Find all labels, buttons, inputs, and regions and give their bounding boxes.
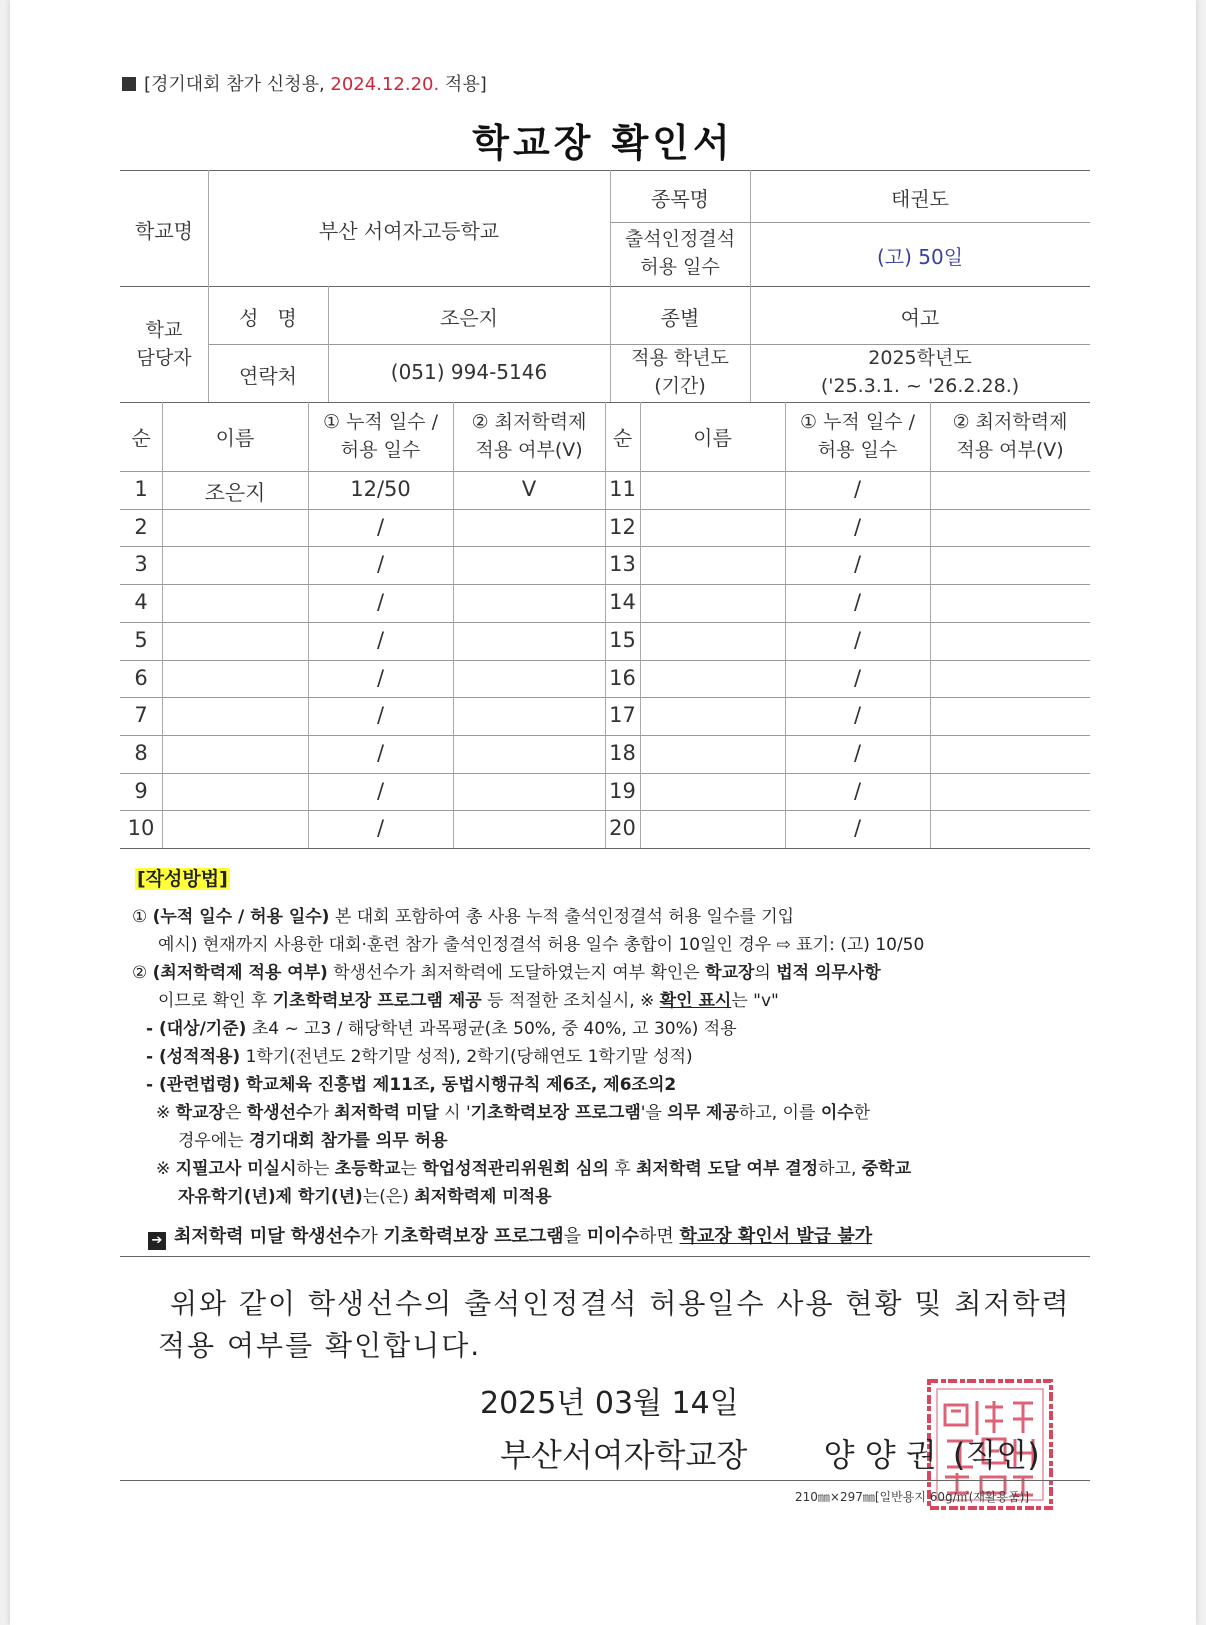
- cumulative-days: /: [853, 590, 862, 615]
- cumulative-days: /: [853, 740, 862, 765]
- divider: [120, 1256, 1090, 1257]
- cumulative-days: /: [376, 703, 385, 728]
- cumulative-days: /: [853, 816, 862, 841]
- allowed-days-label: 출석인정결석 허용 일수: [624, 228, 736, 278]
- black-square-icon: [122, 77, 136, 91]
- header-cumulative-days: ① 누적 일수 / 허용 일수: [800, 411, 915, 461]
- event-label: 종목명: [651, 187, 709, 211]
- school-principal-title: 부산서여자학교장: [500, 1436, 748, 1474]
- divider: [120, 848, 1090, 849]
- cumulative-days: /: [376, 627, 385, 652]
- confirmation-text: 위와 같이 학생선수의 출석인정결석 허용일수 사용 현황 및 최저학력: [170, 1287, 1071, 1320]
- row-number: 16: [609, 665, 636, 690]
- instruction-line: 경우에는 경기대회 참가를 의무 허용: [178, 1131, 448, 1151]
- row-number: 17: [609, 703, 636, 728]
- header-min-academic: ② 최저학력제 적용 여부(V): [471, 411, 587, 461]
- principal-name: 양 양 권: [823, 1436, 937, 1474]
- row-number: 11: [609, 477, 636, 501]
- row-number: 8: [134, 740, 148, 765]
- category-value: 여고: [900, 306, 940, 330]
- cumulative-days: /: [376, 590, 385, 615]
- boxed-arrow-icon: ➔: [148, 1232, 166, 1250]
- row-number: 7: [134, 703, 148, 728]
- instruction-line: - (성적적용) 1학기(전년도 2학기말 성적), 2학기(당해연도 1학기말 성적): [146, 1047, 693, 1067]
- school-name-value: 부산 서여자고등학교: [318, 219, 500, 243]
- row-number: 13: [609, 552, 636, 577]
- instructions-heading: [작성방법]: [137, 868, 228, 890]
- school-name-label: 학교명: [135, 219, 193, 243]
- row-number: 20: [609, 816, 636, 841]
- row-number: 18: [609, 740, 636, 765]
- confirmation-text: 적용 여부를 확인합니다.: [158, 1329, 482, 1362]
- row-divider: [120, 622, 1090, 623]
- divider: [120, 1480, 1090, 1481]
- row-divider: [120, 546, 1090, 547]
- row-number: 3: [134, 552, 148, 577]
- paper-spec-footer: 210㎜×297㎜[일반용지 60g/㎡(재활용품)]: [795, 1490, 1030, 1504]
- divider: [120, 170, 1090, 171]
- header-name: 이름: [693, 426, 732, 450]
- cumulative-days: /: [853, 514, 862, 539]
- row-number: 5: [134, 627, 148, 652]
- header-min-academic: ② 최저학력제 적용 여부(V): [952, 411, 1068, 461]
- row-divider: [120, 660, 1090, 661]
- contact-label: 연락처: [239, 364, 297, 388]
- manager-name-label: 성 명: [239, 306, 297, 330]
- applied-date: 2024.12.20.: [330, 74, 440, 95]
- cumulative-days: /: [853, 627, 862, 652]
- header-cumulative-days: ① 누적 일수 / 허용 일수: [323, 411, 438, 461]
- instruction-warning: ➔ 최저학력 미달 학생선수가 기초학력보장 프로그램을 미이수하면 학교장 확인서 발급 불가: [148, 1222, 872, 1250]
- cumulative-days: /: [376, 740, 385, 765]
- row-number: 1: [134, 477, 148, 501]
- instruction-line: ② (최저학력제 적용 여부) 학생선수가 최저학력에 도달하였는지 여부 확인은 학교장의 법적 의무사항: [132, 963, 881, 983]
- student-name: 조은지: [204, 481, 266, 505]
- row-divider: [120, 584, 1090, 585]
- allowed-days-value: (고) 50일: [876, 245, 964, 269]
- cumulative-days: /: [853, 703, 862, 728]
- divider: [162, 402, 163, 848]
- row-number: 4: [134, 590, 148, 615]
- cumulative-days: /: [376, 816, 385, 841]
- instruction-line: 자유학기(년)제 학기(년)는(은) 최저학력제 미적용: [178, 1187, 552, 1207]
- instruction-line: - (대상/기준) 초4 ~ 고3 / 해당학년 과목평균(초 50%, 중 40%, 고 30%) 적용: [146, 1019, 737, 1039]
- event-value: 태권도: [891, 187, 949, 211]
- row-divider: [120, 735, 1090, 736]
- cumulative-days: /: [853, 552, 862, 577]
- cumulative-days: /: [376, 552, 385, 577]
- divider: [640, 402, 641, 848]
- cumulative-days: /: [853, 665, 862, 690]
- cumulative-days: /: [376, 778, 385, 803]
- row-number: 9: [134, 778, 148, 803]
- header-no: 순: [131, 426, 151, 450]
- row-number: 14: [609, 590, 636, 615]
- school-manager-label: 학교 담당자: [136, 319, 192, 369]
- principal-signature: [500, 1430, 1040, 1476]
- cumulative-days: /: [376, 665, 385, 690]
- contact-value: (051) 994-5146: [390, 360, 548, 384]
- row-number: 10: [127, 816, 155, 841]
- category-label: 종별: [660, 306, 700, 330]
- manager-name-value: 조은지: [440, 306, 498, 330]
- row-divider: [120, 810, 1090, 811]
- cumulative-days: /: [853, 477, 862, 501]
- divider: [453, 402, 454, 848]
- issue-date: 2025년 03월 14일: [480, 1386, 739, 1421]
- row-number: 12: [609, 514, 636, 539]
- min-academic-check: V: [521, 477, 537, 501]
- row-number: 19: [609, 778, 636, 803]
- row-divider: [120, 773, 1090, 774]
- row-divider: [120, 697, 1090, 698]
- school-year-value: 2025학년도 ('25.3.1. ~ '26.2.28.): [820, 347, 1020, 397]
- divider: [610, 222, 1090, 223]
- cumulative-days: /: [376, 514, 385, 539]
- divider: [930, 402, 931, 848]
- application-note: [경기대회 참가 신청용, 2024.12.20. 적용]: [122, 70, 487, 96]
- instruction-line: ※ 지필고사 미실시하는 초등학교는 학업성적관리위원회 심의 후 최저학력 도달 여부 결정하고, 중학교: [156, 1159, 912, 1179]
- row-divider: [120, 509, 1090, 510]
- header-no: 순: [612, 426, 633, 450]
- instruction-line: 예시) 현재까지 사용한 대회·훈련 참가 출석인정결석 허용 일수 총합이 10일인 경우 ⇨ 표기: (고) 10/50: [158, 935, 925, 955]
- instruction-line: ① (누적 일수 / 허용 일수) 본 대회 포함하여 총 사용 누적 출석인정결석 허용 일수를 기입: [132, 907, 795, 927]
- cumulative-days: 12/50: [350, 477, 411, 501]
- instruction-line: 이므로 확인 후 기초학력보장 프로그램 제공 등 적절한 조치실시, ※ 확인 표시는 "v": [158, 991, 779, 1011]
- document-page: [10, 0, 1196, 1625]
- school-year-label: 적용 학년도 (기간): [631, 347, 729, 397]
- header-name: 이름: [215, 426, 255, 450]
- seal-label: (직인): [952, 1436, 1040, 1474]
- row-number: 6: [134, 665, 148, 690]
- row-number: 2: [134, 514, 148, 539]
- divider: [120, 286, 1090, 287]
- document-title: 학교장 확인서: [472, 121, 734, 165]
- row-number: 15: [609, 627, 636, 652]
- instruction-line: - (관련법령) 학교체육 진흥법 제11조, 동법시행규칙 제6조, 제6조의2: [146, 1075, 677, 1095]
- instruction-line: ※ 학교장은 학생선수가 최저학력 미달 시 '기초학력보장 프로그램'을 의무 제공하고, 이를 이수한: [156, 1103, 871, 1123]
- cumulative-days: /: [853, 778, 862, 803]
